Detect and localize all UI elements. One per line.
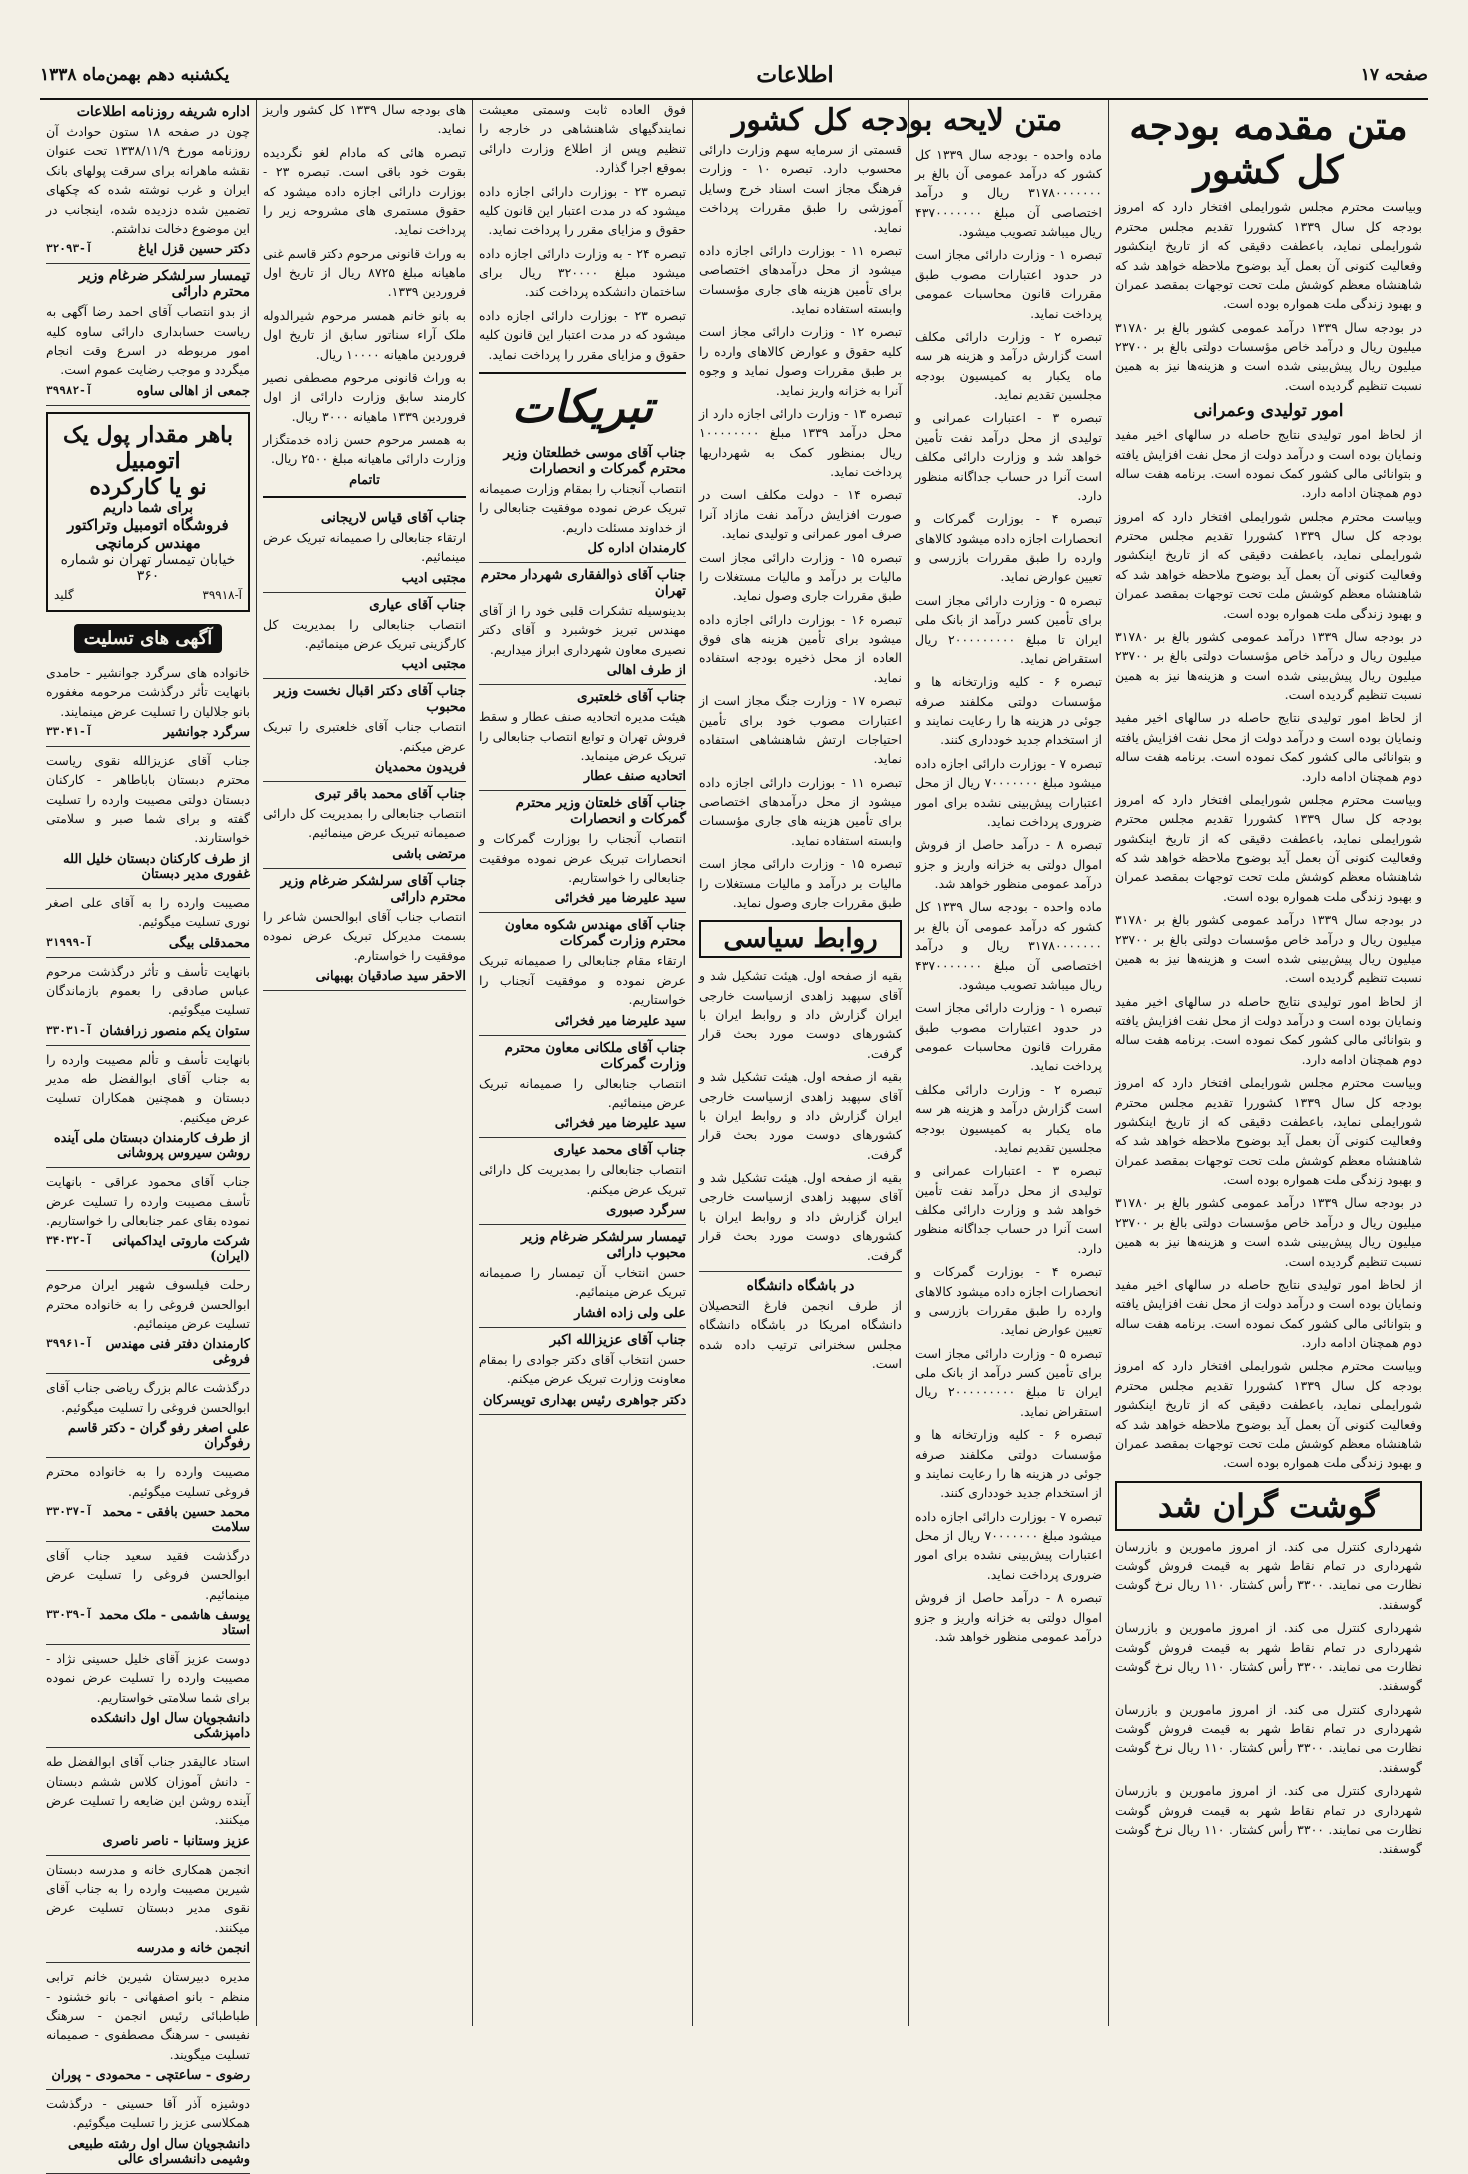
article-paragraph: های بودجه سال ۱۳۳۹ کل کشور واریز نماید.: [263, 102, 466, 137]
ad-address: خیابان تیمسار تهران نو شماره ۳۶۰: [60, 551, 236, 584]
ad-code: آ-۳۹۹۱۸: [202, 587, 242, 602]
notice-text: از بدو انتصاب آقای احمد رضا آگهی به ریاست حسابداری دارائی ساوه کلیه امور مربوطه در اسرع وقت انجام میگردد و موجب رضایت عموم است.: [46, 304, 250, 378]
article-paragraph: ماده واحده - بودجه سال ۱۳۳۹ کل کشور که درآمد عمومی آن بالغ بر ۳۱۷۸۰۰۰۰۰۰۰ ریال و درآمد اختصاصی آن مبلغ ۴۳۷۰۰۰۰۰۰۰ ریال میباشد تصویب میشود.: [915, 146, 1102, 239]
congratulation-signature: مجتبی ادیب: [401, 570, 466, 586]
congratulation-title: جناب آقای مهندس شکوه معاون محترم وزارت گمرکات: [504, 917, 686, 950]
article-paragraph: شهرداری کنترل می کند. از امروز مامورین و بازرسان شهرداری در تمام نقاط شهر به قیمت فروش گوشت نظارت می نمایند. ۳۳۰۰ رأس کشتار. ۱۱۰ ریال نرخ گوشت گوسفند.: [1115, 1783, 1423, 1857]
condolence-notice: [46, 889, 250, 958]
condolence-signature: دانشجویان سال اول رشته طبیعی وشیمی دانشسرای عالی: [68, 2136, 250, 2167]
condolence-notice: [46, 1963, 250, 2090]
article-paragraph: تبصره ۲۳ - بوزارت دارائی اجازه داده میشود که در مدت اعتبار این قانون کلیه حقوق و مزایای مقرر را پرداخت نماید.: [479, 183, 686, 238]
condolence-text: انجمن همکاری خانه و مدرسه دبستان شیرین مصیبت وارده را به جناب آقای نقوی مدیر دبستان تسلیت عرض میکنند.: [46, 1861, 250, 1935]
congratulation-title: جناب آقای محمد باقر تبری: [314, 786, 466, 802]
condolence-signature: ستوان یکم منصور زرافشان: [99, 1023, 250, 1039]
condolence-code: آ-۳۳۰۴۱: [46, 724, 93, 738]
masthead: [40, 52, 1428, 100]
congratulation-signature: مجتبی ادیب: [401, 657, 466, 673]
article-paragraph: از لحاظ امور تولیدی نتایج حاصله در سالهای اخیر مفید ونمایان بوده است و درآمد دولت از محل نفت افزایش یافته و بتوانائی مالی کشور کمک نموده است. برنامه هفت ساله دوم همچنان ادامه دارد.: [1115, 1276, 1422, 1350]
condolence-notice: [46, 1542, 250, 1645]
notice-code: آ-۳۹۹۸۲: [46, 383, 93, 397]
condolence-signature: یوسف هاشمی - ملک محمد استاد: [99, 1608, 250, 1638]
condolence-notice: [46, 1271, 250, 1374]
article-paragraph: در بودجه سال ۱۳۳۹ درآمد عمومی کشور بالغ بر ۳۱۷۸۰ میلیون ریال و درآمد خاص مؤسسات دولتی بالغ بر ۲۳۷۰۰ میلیون ریال پیش‌بینی شده است و هزینه‌ها نیز به همین نسبت تنظیم گردیده است.: [1115, 912, 1422, 986]
condolence-signature-row: [46, 2068, 250, 2083]
condolence-signature-row: [46, 936, 250, 951]
condolence-signature-row: [46, 1941, 250, 1956]
condolence-code: آ-۳۹۹۶۱: [46, 1337, 93, 1351]
condolence-text: دوست عزیز آقای خلیل حسینی نژاد - مصیبت وارده را تسلیت عرض نموده برای شما سلامتی خواستاریم.: [46, 1651, 250, 1705]
condolence-notice: [46, 659, 250, 747]
article-paragraph: تبصره ۷ - بوزارت دارائی اجازه داده میشود مبلغ ۷۰۰۰۰۰۰۰ ریال از محل اعتبارات پیش‌بینی نشده برای امور ضروری پرداخت نماید.: [915, 755, 1102, 829]
congratulations-list: [479, 441, 686, 1415]
congratulation-signature-row: [479, 1014, 686, 1029]
condolence-code: آ-۳۱۹۹۹: [46, 935, 93, 949]
ad-tag: گلید: [54, 587, 74, 602]
article-paragraph: تبصره ۷ - بوزارت دارائی اجازه داده میشود مبلغ ۷۰۰۰۰۰۰۰ ریال از محل اعتبارات پیش‌بینی نشده برای امور ضروری پرداخت نماید.: [915, 1508, 1102, 1582]
article-paragraph: تبصره ۲ - وزارت دارائی مکلف است گزارش درآمد و هزینه هر سه ماه یکبار به کمیسیون بودجه مجلسین تقدیم نماید.: [915, 1081, 1103, 1155]
condolence-signature-row: [46, 2137, 250, 2167]
condolence-text: خانواده های سرگرد جوانشیر - حامدی بانهایت تأثر درگذشت مرحومه مغفوره بانو جلالیان را تسلیت عرض مینمایند.: [46, 664, 250, 719]
ad-tagline: برای شما داریم: [102, 499, 194, 516]
article-paragraph: در بودجه سال ۱۳۳۹ درآمد عمومی کشور بالغ بر ۳۱۷۸۰ میلیون ریال و درآمد خاص مؤسسات دولتی بالغ بر ۲۳۷۰۰ میلیون ریال پیش‌بینی شده است و هزینه‌ها نیز به همین نسبت تنظیم گردیده است.: [1115, 1195, 1422, 1269]
condolence-notice: [46, 747, 250, 889]
condolence-notice: [46, 1748, 250, 1856]
column-condolences: [40, 100, 256, 2167]
condolence-signature: علی اصغر رفو گران - دکتر قاسم رفوگران: [67, 1421, 250, 1452]
condolence-signature-row: [46, 1024, 250, 1039]
congratulation-item: [263, 869, 466, 991]
column-budget-continued: [692, 100, 908, 2026]
article-paragraph: تبصره ۶ - کلیه وزارتخانه ها و مؤسسات دولتی مکلفند صرفه جوئی در هزینه ها را رعایت نمایند و از استخدام جدید خودداری کنند.: [915, 1427, 1102, 1501]
article-paragraph: وبیاست محترم مجلس شورایملی افتخار دارد که امروز بودجه کل سال ۱۳۳۹ کشوررا تقدیم مجلس محترم شورایملی نماید، باعطفت دقیقی که از تاریخ اینکشور وفعالیت کنونی آن بعمل آید بوضوح ملاحظه خواهد شد که شاهنشاه معظم کوشش ملت تحت توجهات بمقصد عمران و بهبود زندگی ملت همواره بوده است.: [1115, 199, 1423, 312]
condolence-text: بانهایت تأسف و تألم مصیبت وارده را به جناب آقای ابوالفضل طه مدیر دبستان و همچنین همکاران تسلیت عرض میکنیم.: [46, 1051, 250, 1125]
congratulation-signature: مرتضی باشی: [392, 846, 466, 862]
congratulation-item: [263, 506, 466, 593]
congratulation-signature: سید علیرضا میر فخرائی: [554, 1116, 686, 1132]
article-paragraph: تبصره ۱۳ - وزارت دارائی اجازه دارد از محل درآمد ۱۳۳۹ مبلغ ۱۰۰۰۰۰۰۰۰ ریال بمنظور کمک به شهرداریها پرداخت نماید.: [699, 405, 902, 479]
headline-budget-intro: متن مقدمه بودجه کل کشور: [1129, 103, 1408, 192]
column-pensions: [256, 100, 472, 2026]
car-dealer-ad: [46, 412, 250, 612]
congratulation-item: [479, 441, 686, 563]
condolence-text: جناب آقای محمود عراقی - بانهایت تأسف مصیبت وارده را تسلیت عرض نموده بقای عمر جنابعالی را خواستاریم.: [45, 1174, 250, 1228]
congratulation-signature: اتحادیه صنف عطار: [583, 769, 686, 785]
headline-meat-price: گوشت گران شد: [1115, 1481, 1422, 1531]
article-paragraph: فوق العاده ثابت وسمتی معیشت نمایندگیهای شاهنشاهی در خارجه را تنظیم وپس از اطلاع وزارت دارائی بموقع اجرا گذارد.: [479, 102, 686, 176]
condolence-list: [46, 659, 250, 2174]
congratulation-signature-row: [479, 541, 686, 556]
condolence-signature: محمد حسین بافقی - محمد سلامت: [102, 1504, 250, 1535]
condolence-code: آ-۳۳۰۳۹: [46, 1608, 93, 1621]
condolence-notice: [46, 1458, 250, 1542]
article-paragraph: تبصره ۲۴ - به وزارت دارائی اجازه داده میشود مبلغ ۳۲۰۰۰۰ ریال برای ساختمان دانشکده پرداخت کند.: [479, 245, 686, 300]
congratulations-list-continued: [263, 506, 466, 991]
congratulation-signature-row: [263, 969, 466, 984]
article-paragraph: تبصره ۴ - بوزارت گمرکات و انحصارات اجازه داده میشود کالاهای وارده را طبق مقررات بازرسی و تعیین عوارض نماید.: [915, 511, 1102, 585]
condolence-signature: سرگرد جوانشیر: [163, 724, 250, 740]
article-paragraph: به همسر مرحوم حسن زاده خدمتگزار وزارت دارائی ماهیانه مبلغ ۲۵۰۰ ریال.: [263, 432, 466, 467]
congratulation-text: انتصاب جنابعالی را بمدیریت کل کارگزینی تبریک عرض مینمائیم.: [263, 616, 466, 651]
congratulation-item: [479, 1036, 686, 1139]
to-be-continued: تاتمام: [349, 472, 380, 488]
congratulation-title: جناب آقای ذوالفقاری شهردار محترم تهران: [480, 567, 686, 599]
condolence-notice: [46, 1374, 250, 1458]
congratulation-text: انتصاب جنابعالی را بمدیریت کل دارائی صمیمانه تبریک عرض مینمائیم.: [263, 806, 466, 841]
congratulation-signature-row: [479, 769, 686, 784]
congratulation-signature-row: [479, 1116, 686, 1131]
congratulation-signature-row: [263, 657, 466, 672]
condolence-signature: دانشجویان سال اول دانشکده دامپزشکی: [90, 1711, 250, 1742]
congratulation-text: بدینوسیله تشکرات قلبی خود را از آقای مهندس تبریز خوشبرد و آقای دکتر نصیری معاون شهرداری ابراز میداریم.: [479, 603, 686, 657]
congratulation-item: [263, 679, 466, 782]
ad-headline-2: نو یا کارکرده: [89, 473, 207, 500]
article-paragraph: تبصره ۱ - وزارت دارائی مجاز است در حدود اعتبارات مصوب طبق مقررات قانون محاسبات عمومی پرداخت نماید.: [915, 1000, 1102, 1074]
congratulation-title: جناب آقای قیاس لاریجانی: [320, 509, 466, 526]
congratulation-signature-row: [479, 1306, 686, 1321]
headline-budget-bill: متن لایحه بودجه کل کشور: [731, 103, 1063, 138]
article-paragraph: وبیاست محترم مجلس شورایملی افتخار دارد که امروز بودجه کل سال ۱۳۳۹ کشوررا تقدیم مجلس محترم شورایملی نماید، باعطفت دقیقی که از تاریخ اینکشور وفعالیت کنونی آن بعمل آید بوضوح ملاحظه خواهد شد که شاهنشاه معظم کوشش ملت تحت توجهات بمقصد عمران و بهبود زندگی ملت همواره بوده است.: [1115, 1075, 1423, 1187]
article-paragraph: تبصره ۱۵ - وزارت دارائی مجاز است مالیات بر درآمد و مالیات مستغلات را طبق مقررات جاری وصول نماید.: [699, 549, 902, 604]
article-paragraph: بقیه از صفحه اول. هیئت تشکیل شد و آقای سپهبد زاهدی ازسیاست خارجی ایران گزارش داد و روابط ایران با کشورهای دوست مورد بحث قرار گرفت.: [699, 1170, 902, 1263]
congratulation-title: جناب آقای محمد عیاری: [553, 1142, 686, 1159]
congratulation-title: جناب آقای خلعتان وزیر محترم گمرکات و انحصارات: [515, 795, 686, 828]
congratulation-text: انتصاب جنابعالی را صمیمانه تبریک عرض مینمائیم.: [479, 1075, 686, 1110]
congratulation-signature: دکتر جواهری رئیس بهداری تویسرکان: [482, 1392, 686, 1408]
condolence-code: آ-۳۳۰۳۱: [46, 1023, 93, 1037]
congratulation-title: جناب آقای عیاری: [369, 596, 466, 613]
column-budget-intro: [1108, 100, 1428, 2026]
article-paragraph: تبصره ۲ - وزارت دارائی مکلف است گزارش درآمد و هزینه هر سه ماه یکبار به کمیسیون بودجه مجلسین تقدیم نماید.: [915, 328, 1103, 402]
congratulation-item: [479, 913, 686, 1035]
congratulation-signature-row: [263, 847, 466, 862]
column-congratulations: [472, 100, 692, 2026]
congratulation-item: [479, 1328, 686, 1415]
congratulation-item: [479, 685, 686, 791]
article-paragraph: وبیاست محترم مجلس شورایملی افتخار دارد که امروز بودجه کل سال ۱۳۳۹ کشوررا تقدیم مجلس محترم شورایملی نماید، باعطفت دقیقی که از تاریخ اینکشور وفعالیت کنونی آن بعمل آید بوضوح ملاحظه خواهد شد که شاهنشاه معظم کوشش ملت تحت توجهات بمقصد عمران و بهبود زندگی ملت همواره بوده است.: [1115, 508, 1423, 621]
article-paragraph: تبصره هائی که مادام لغو نگردیده بقوت خود باقی است. تبصره ۲۳ - بوزارت دارائی اجازه داده میشود که حقوق مستمری های مشروحه زیر را پرداخت نماید.: [263, 144, 466, 238]
condolence-text: مدیره دبیرستان شیرین خانم ترابی منظم - بانو اصفهانی - بانو خشنود - طباطبائی رئیس انجمن - سرهنگ نفیسی - سرهنگ مصطفوی - صمیمانه تسلیت میگویند.: [46, 1969, 250, 2062]
article-paragraph: به وراث قانونی مرحوم دکتر قاسم غنی ماهیانه مبلغ ۸۷۲۵ ریال از تاریخ اول فروردین ۱۳۳۹.: [263, 245, 466, 300]
article-paragraph: تبصره ۱۲ - وزارت دارائی مجاز است کلیه حقوق و عوارض کالاهای وارده را بر طبق مقررات وصول نماید و وجوه آنرا به خزانه واریز نماید.: [699, 324, 902, 398]
article-paragraph: تبصره ۳ - اعتبارات عمرانی و تولیدی از محل درآمد نفت تأمین خواهد شد و وزارت دارائی مکلف است آنرا در حساب جداگانه منظور دارد.: [915, 1163, 1102, 1256]
article-paragraph: در بودجه سال ۱۳۳۹ درآمد عمومی کشور بالغ بر ۳۱۷۸۰ میلیون ریال و درآمد خاص مؤسسات دولتی بالغ بر ۲۳۷۰۰ میلیون ریال پیش‌بینی شده است و هزینه‌ها نیز به همین نسبت تنظیم گردیده است.: [1115, 319, 1422, 393]
condolence-signature: از طرف کارمندان دبستان ملی آینده روشن سیروس پروشانی: [53, 1131, 250, 1162]
article-paragraph: شهرداری کنترل می کند. از امروز مامورین و بازرسان شهرداری در تمام نقاط شهر به قیمت فروش گوشت نظارت می نمایند. ۳۳۰۰ رأس کشتار. ۱۱۰ ریال نرخ گوشت گوسفند.: [1115, 1538, 1423, 1612]
condolence-code: آ-۳۴۰۳۲: [46, 1234, 93, 1248]
congratulation-title: جناب آقای سرلشکر ضرغام وزیر محترم دارائی: [280, 872, 466, 905]
congratulation-signature: سید علیرضا میر فخرائی: [554, 891, 686, 907]
article-paragraph: شهرداری کنترل می کند. از امروز مامورین و بازرسان شهرداری در تمام نقاط شهر به قیمت فروش گوشت نظارت می نمایند. ۳۳۰۰ رأس کشتار. ۱۱۰ ریال نرخ گوشت گوسفند.: [1115, 1701, 1423, 1775]
congratulation-item: [479, 791, 686, 913]
condolence-signature-row: [46, 1234, 250, 1264]
article-paragraph: تبصره ۳ - اعتبارات عمرانی و تولیدی از محل درآمد نفت تأمین خواهد شد و وزارت دارائی مکلف است آنرا در حساب جداگانه منظور دارد.: [915, 410, 1102, 503]
condolence-text: رحلت فیلسوف شهیر ایران مرحوم ابوالحسن فروغی را به خانواده محترم تسلیت عرض مینمائیم.: [46, 1277, 250, 1331]
condolence-signature: شرکت ماروتی ایداکمپانی (ایران): [112, 1234, 250, 1265]
notice-zargham: [46, 264, 250, 406]
notice-signature: دکتر حسین قزل ایاغ: [138, 242, 250, 258]
headline-university-club: در باشگاه دانشگاه: [746, 1277, 855, 1294]
article-paragraph: شهرداری کنترل می کند. از امروز مامورین و بازرسان شهرداری در تمام نقاط شهر به قیمت فروش گوشت نظارت می نمایند. ۳۳۰۰ رأس کشتار. ۱۱۰ ریال نرخ گوشت گوسفند.: [1115, 1620, 1423, 1694]
article-paragraph: تبصره ۱۴ - دولت مکلف است در صورت افزایش درآمد نفت مازاد آنرا صرف امور عمرانی و تولیدی نماید.: [699, 487, 902, 542]
congratulation-text: ارتقاء جنابعالی را صمیمانه تبریک عرض مینمائیم.: [263, 529, 466, 565]
condolence-notice: [46, 1168, 250, 1271]
article-paragraph: به بانو خانم همسر مرحوم شیرالدوله ملک آراء سناتور سابق از تاریخ اول فروردین ماهیانه ۱۰۰۰۰ ریال.: [263, 307, 466, 362]
article-paragraph: ماده واحده - بودجه سال ۱۳۳۹ کل کشور که درآمد عمومی آن بالغ بر ۳۱۷۸۰۰۰۰۰۰۰ ریال و درآمد اختصاصی آن مبلغ ۴۳۷۰۰۰۰۰۰۰ ریال میباشد تصویب میشود.: [915, 899, 1102, 992]
condolence-text: درگذشت فقید سعید جناب آقای ابوالحسن فروغی را تسلیت عرض مینمائیم.: [46, 1547, 250, 1602]
section-title-congratulations: تبریکات: [511, 381, 654, 433]
congratulation-signature-row: [479, 1203, 686, 1218]
congratulation-item: [479, 563, 686, 685]
article-paragraph: تبصره ۴ - بوزارت گمرکات و انحصارات اجازه داده میشود کالاهای وارده را طبق مقررات بازرسی و تعیین عوارض نماید.: [915, 1264, 1102, 1338]
condolence-signature-row: [46, 1421, 250, 1451]
subheading: امور تولیدی وعمرانی: [1193, 401, 1344, 422]
condolence-signature-row: [46, 1834, 250, 1849]
congratulation-text: حسن انتخاب آقای دکتر جوادی را بمقام معاونت وزارت تبریک عرض میکنم.: [479, 1351, 686, 1387]
congratulation-title: جناب آقای موسی خطلعتان وزیر محترم گمرکات و انحصارات: [503, 444, 686, 477]
article-paragraph: بقیه از صفحه اول. هیئت تشکیل شد و آقای سپهبد زاهدی ازسیاست خارجی ایران گزارش داد و روابط ایران با کشورهای دوست مورد بحث قرار گرفت.: [699, 968, 902, 1061]
congratulation-text: انتصاب جناب آقای خلعتبری را تبریک عرض میکنم.: [263, 719, 466, 754]
congratulation-text: ارتقاء مقام جنابعالی را صمیمانه تبریک عرض نموده و موفقیت آنجناب را خواستاریم.: [479, 953, 686, 1008]
congratulation-signature: سید علیرضا میر فخرائی: [554, 1013, 686, 1029]
congratulation-signature-row: [263, 571, 466, 586]
article-paragraph: تبصره ۵ - وزارت دارائی مجاز است برای تأمین کسر درآمد از بانک ملی ایران تا مبلغ ۲۰۰۰۰۰۰۰۰۰ ریال استقراض نماید.: [915, 592, 1102, 666]
condolence-text: جناب آقای عزیزالله نقوی ریاست محترم دبستان باباطاهر - کارکنان دبستان دولتی مصیبت وارده را تسلیت گفته و برای شما صبر و سلامتی خواستارند.: [46, 752, 250, 846]
congratulation-signature: از طرف اهالی: [606, 663, 686, 679]
condolence-text: درگذشت عالم بزرگ ریاضی جناب آقای ابوالحسن فروغی را تسلیت میگوئیم.: [46, 1380, 250, 1415]
congratulation-text: انتصاب آنجناب را بمقام وزارت صمیمانه تبریک عرض نموده موفقیت جنابعالی را از خداوند مسئلت داریم.: [479, 480, 686, 535]
congratulation-title: جناب آقای عزیزالله اکبر: [549, 1331, 686, 1348]
congratulation-title: جناب آقای دکتر اقبال نخست وزیر محبوب: [274, 683, 466, 716]
page-number: صفحه ۱۷: [1360, 65, 1428, 85]
headline-political-relations: روابط سیاسی: [699, 920, 902, 958]
article-paragraph: تبصره ۱۵ - وزارت دارائی مجاز است مالیات بر درآمد و مالیات مستغلات را طبق مقررات جاری وصول نماید.: [699, 856, 902, 910]
article-paragraph: تبصره ۱۶ - بوزارت دارائی اجازه داده میشود برای تأمین هزینه های فوق العاده از محل ذخیره بودجه استفاده نماید.: [699, 611, 902, 685]
notice-title: اداره شریفه روزنامه اطلاعات: [76, 104, 250, 120]
article-paragraph: تبصره ۸ - درآمد حاصل از فروش اموال دولتی به خزانه واریز و جزو درآمد عمومی منظور خواهد شد.: [915, 837, 1102, 891]
condolence-signature: محمدقلی بیگی: [168, 935, 250, 951]
article-paragraph: از طرف انجمن فارغ التحصیلان دانشگاه امریکا در باشگاه دانشگاه مجلس سخنرانی ترتیب داده شده است.: [699, 1297, 902, 1371]
congratulation-text: هیئت مدیره اتحادیه صنف عطار و سقط فروش تهران و توابع انتصاب جنابعالی را تبریک عرض مینماید.: [479, 709, 686, 763]
condolence-signature: کارمندان دفتر فنی مهندس فروغی: [105, 1337, 250, 1368]
condolence-signature-row: [46, 1337, 250, 1367]
condolence-signature: رضوی - ساعتچی - محمودی - پوران: [51, 2068, 250, 2083]
ad-business-name: فروشگاه اتومبیل وتراکتور مهندس کرمانچی: [67, 515, 229, 552]
congratulation-text: حسن انتخاب آن تیمسار را صمیمانه تبریک عرض مینمائیم.: [479, 1265, 686, 1300]
condolence-signature-row: [46, 1505, 250, 1535]
congratulation-item: [263, 782, 466, 869]
article-paragraph: تبصره ۲۳ - بوزارت دارائی اجازه داده میشود که در مدت اعتبار این قانون کلیه حقوق و مزایای مقرر را پرداخت نماید.: [479, 307, 686, 362]
condolence-signature-row: [46, 1608, 250, 1638]
congratulation-title: تیمسار سرلشکر ضرغام وزیر محبوب دارائی: [521, 1229, 686, 1261]
article-paragraph: تبصره ۱۱ - بوزارت دارائی اجازه داده میشود از محل درآمدهای اختصاصی برای تأمین هزینه های جاری مؤسسات وابسته استفاده نماید.: [699, 774, 902, 848]
condolence-notice: [46, 1046, 250, 1169]
congratulation-title: جناب آقای خلعتبری: [576, 689, 686, 706]
condolence-text: بانهایت تأسف و تأثر درگذشت مرحوم عباس صادقی را بعموم بازماندگان تسلیت میگوئیم.: [46, 963, 250, 1018]
congratulation-item: [479, 1138, 686, 1225]
congratulation-signature-row: [479, 663, 686, 678]
condolence-signature-row: [46, 852, 250, 882]
condolence-signature: از طرف کارکنان دبستان خلیل الله غفوری مدیر دبستان: [63, 851, 250, 882]
congratulation-title: جناب آقای ملکانی معاون محترم وزارت گمرکات: [504, 1039, 686, 1072]
congratulation-signature: فریدون محمدیان: [375, 760, 466, 775]
congratulation-signature: سرگرد صبوری: [606, 1203, 686, 1218]
article-paragraph: به وراث قانونی مرحوم مصطفی نصیر کارمند سابق وزارت دارائی از اول فروردین ۱۳۳۹ ماهیانه ۳۰۰۰ ریال.: [263, 369, 466, 424]
article-paragraph: وبیاست محترم مجلس شورایملی افتخار دارد که امروز بودجه کل سال ۱۳۳۹ کشوررا تقدیم مجلس محترم شورایملی نماید، باعطفت دقیقی که از تاریخ اینکشور وفعالیت کنونی آن بعمل آید بوضوح ملاحظه خواهد شد که شاهنشاه معظم کوشش ملت تحت توجهات بمقصد عمران و بهبود زندگی ملت همواره بوده است.: [1115, 791, 1423, 904]
article-paragraph: تبصره ۵ - وزارت دارائی مجاز است برای تأمین کسر درآمد از بانک ملی ایران تا مبلغ ۲۰۰۰۰۰۰۰۰۰ ریال استقراض نماید.: [915, 1345, 1102, 1419]
condolence-notice: [46, 1856, 250, 1964]
article-paragraph: بقیه از صفحه اول. هیئت تشکیل شد و آقای سپهبد زاهدی ازسیاست خارجی ایران گزارش داد و روابط ایران با کشورهای دوست مورد بحث قرار گرفت.: [699, 1069, 902, 1162]
congratulation-signature: کارمندان اداره کل: [587, 541, 686, 556]
condolence-signature: انجمن خانه و مدرسه: [136, 1941, 250, 1957]
ad-headline: باهر مقدار پول یک اتومبیل: [62, 421, 234, 474]
condolence-signature-row: [46, 725, 250, 740]
condolence-text: مصیبت وارده را به آقای علی اصغر نوری تسلیت میگوئیم.: [46, 894, 250, 930]
article-paragraph: در بودجه سال ۱۳۳۹ درآمد عمومی کشور بالغ بر ۳۱۷۸۰ میلیون ریال و درآمد خاص مؤسسات دولتی بالغ بر ۲۳۷۰۰ میلیون ریال پیش‌بینی شده است و هزینه‌ها نیز به همین نسبت تنظیم گردیده است.: [1115, 628, 1422, 702]
article-paragraph: تبصره ۱ - وزارت دارائی مجاز است در حدود اعتبارات مصوب طبق مقررات قانون محاسبات عمومی پرداخت نماید.: [915, 247, 1102, 321]
columns: [40, 100, 1428, 2167]
article-paragraph: تبصره ۸ - درآمد حاصل از فروش اموال دولتی به خزانه واریز و جزو درآمد عمومی منظور خواهد شد.: [915, 1590, 1102, 1644]
condolence-text: دوشیزه آذر آقا حسینی - درگذشت همکلاسی عزیز را تسلیت میگوئیم.: [46, 2096, 250, 2131]
article-paragraph: از لحاظ امور تولیدی نتایج حاصله در سالهای اخیر مفید ونمایان بوده است و درآمد دولت از محل نفت افزایش یافته و بتوانائی مالی کشور کمک نموده است. برنامه هفت ساله دوم همچنان ادامه دارد.: [1115, 993, 1422, 1067]
article-paragraph: تبصره ۱۱ - بوزارت دارائی اجازه داده میشود از محل درآمدهای اختصاصی برای تأمین هزینه های جاری مؤسسات وابسته استفاده نماید.: [699, 242, 902, 316]
article-paragraph: قسمتی از سرمایه سهم وزارت دارائی محسوب دارد. تبصره ۱۰ - وزارت فرهنگ مجاز است اسناد خرج وسایل آموزشی را طبق مقررات پرداخت نماید.: [699, 142, 902, 235]
notice-office-letter: [46, 100, 250, 264]
congratulation-item: [263, 593, 466, 680]
article-paragraph: تبصره ۶ - کلیه وزارتخانه ها و مؤسسات دولتی مکلفند صرفه جوئی در هزینه ها را رعایت نمایند و از استخدام جدید خودداری کنند.: [915, 674, 1102, 748]
congratulation-text: انتصاب جنابعالی را بمدیریت کل دارائی تبریک عرض میکنم.: [479, 1162, 686, 1197]
article-paragraph: تبصره ۱۷ - وزارت جنگ مجاز است از اعتبارات مصوب خود برای تأمین احتیاجات ارتش شاهنشاهی استفاده نماید.: [699, 693, 902, 767]
condolence-text: مصیبت وارده را به خانواده محترم فروغی تسلیت میگوئیم.: [46, 1464, 250, 1499]
condolence-notice: [46, 1645, 250, 1748]
notice-text: چون در صفحه ۱۸ ستون حوادث آن روزنامه مورخ ۱۳۳۸/۱۱/۹ تحت عنوان نقشه ماهرانه برای سرقت پولهای بانک ایران و غرب نوشته شده که چکهای تضمین شده دزدیده شده، اینجانب در این موضوع دخالت نداشتم.: [46, 124, 250, 236]
notice-signature: جمعی از اهالی ساوه: [136, 383, 250, 399]
condolence-signature-row: [46, 1131, 250, 1161]
condolence-code: آ-۳۳۰۳۷: [46, 1504, 93, 1518]
congratulation-text: انتصاب آنجناب را بوزارت گمرکات و انحصارات تبریک عرض نموده موفقیت جنابعالی را خواستاریم.: [479, 831, 686, 885]
condolence-notice: [46, 2090, 250, 2174]
condolence-text: استاد عالیقدر جناب آقای ابوالفضل طه - دانش آموزان کلاس ششم دبستان آینده روشن این ضایعه را تسلیت عرض میکنند.: [46, 1754, 250, 1828]
article-paragraph: از لحاظ امور تولیدی نتایج حاصله در سالهای اخیر مفید ونمایان بوده است و درآمد دولت از محل نفت افزایش یافته و بتوانائی مالی کشور کمک نموده است. برنامه هفت ساله دوم همچنان ادامه دارد.: [1115, 427, 1422, 501]
condolence-banner: آگهی های تسلیت: [74, 624, 223, 653]
congratulation-signature: علی ولی زاده افشار: [574, 1305, 686, 1321]
congratulation-text: انتصاب جناب آقای ابوالحسن شاعر را بسمت مدیرکل تبریک عرض نموده موفقیت را خواستارم.: [263, 908, 466, 963]
issue-date: یکشنبه دهم بهمن‌ماه ۱۳۳۸: [40, 65, 230, 85]
paper-name: اطلاعات: [756, 62, 834, 88]
condolence-signature-row: [46, 1711, 250, 1741]
congratulation-signature: الاحقر سید صادقیان بهبهانی: [315, 968, 466, 984]
condolence-notice: [46, 958, 250, 1046]
article-paragraph: از لحاظ امور تولیدی نتایج حاصله در سالهای اخیر مفید ونمایان بوده است و درآمد دولت از محل نفت افزایش یافته و بتوانائی مالی کشور کمک نموده است. برنامه هفت ساله دوم همچنان ادامه دارد.: [1115, 710, 1422, 784]
notice-code: آ-۳۲۰۹۳: [46, 242, 93, 256]
notice-title: تیمسار سرلشکر ضرغام وزیر محترم دارائی: [78, 268, 250, 301]
congratulation-signature-row: [479, 891, 686, 906]
congratulation-signature-row: [479, 1393, 686, 1408]
article-paragraph: وبیاست محترم مجلس شورایملی افتخار دارد که امروز بودجه کل سال ۱۳۳۹ کشوررا تقدیم مجلس محترم شورایملی نماید، باعطفت دقیقی که از تاریخ اینکشور وفعالیت کنونی آن بعمل آید بوضوح ملاحظه خواهد شد که شاهنشاه معظم کوشش ملت تحت توجهات بمقصد عمران و بهبود زندگی ملت همواره بوده است.: [1115, 1358, 1423, 1471]
condolence-signature: عزیز وستانبا - ناصر ناصری: [102, 1833, 250, 1849]
congratulation-signature-row: [263, 760, 466, 775]
congratulation-item: [479, 1225, 686, 1328]
